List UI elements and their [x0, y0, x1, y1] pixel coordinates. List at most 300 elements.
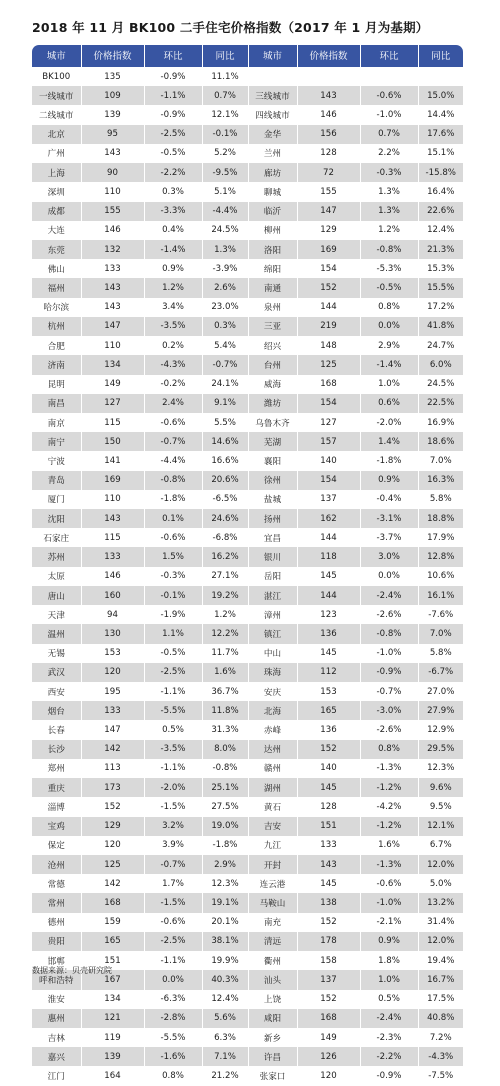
- city-cell: 芜湖: [248, 432, 297, 451]
- index-cell: 162: [297, 509, 360, 528]
- city-cell: 绵阳: [248, 259, 297, 278]
- table-row: [32, 86, 463, 105]
- table-row: [32, 355, 463, 374]
- city-cell: 苏州: [32, 547, 81, 566]
- city-cell: 广州: [32, 144, 81, 163]
- yoy-cell: 16.9%: [418, 413, 463, 432]
- yoy-cell: 27.0%: [418, 682, 463, 701]
- index-cell: 165: [297, 701, 360, 720]
- yoy-cell: 1.2%: [202, 605, 248, 624]
- table-row: [32, 432, 463, 451]
- mom-cell: 1.8%: [360, 951, 418, 970]
- mom-cell: 0.9%: [360, 932, 418, 951]
- yoy-cell: 0.3%: [202, 317, 248, 336]
- index-cell: 159: [81, 913, 144, 932]
- mom-cell: 1.7%: [144, 874, 202, 893]
- index-cell: 154: [297, 259, 360, 278]
- index-cell: 157: [297, 432, 360, 451]
- city-cell: 黄石: [248, 797, 297, 816]
- index-cell: 133: [81, 259, 144, 278]
- mom-cell: -1.1%: [144, 682, 202, 701]
- yoy-cell: 18.6%: [418, 432, 463, 451]
- city-cell: 石家庄: [32, 528, 81, 547]
- city-cell: 临沂: [248, 202, 297, 221]
- mom-cell: 0.0%: [144, 970, 202, 989]
- mom-cell: -1.8%: [144, 490, 202, 509]
- yoy-cell: 25.1%: [202, 778, 248, 797]
- mom-cell: 1.0%: [360, 375, 418, 394]
- mom-cell: 0.8%: [144, 1066, 202, 1085]
- mom-cell: -5.5%: [144, 1028, 202, 1047]
- city-cell: 珠海: [248, 663, 297, 682]
- city-cell: 保定: [32, 836, 81, 855]
- yoy-cell: 12.9%: [418, 720, 463, 739]
- city-cell: 佛山: [32, 259, 81, 278]
- table-row: [32, 221, 463, 240]
- yoy-cell: 21.2%: [202, 1066, 248, 1085]
- table-row: [32, 509, 463, 528]
- mom-cell: -0.5%: [360, 278, 418, 297]
- mom-cell: -3.5%: [144, 317, 202, 336]
- yoy-cell: 12.1%: [202, 105, 248, 124]
- yoy-cell: 20.6%: [202, 471, 248, 490]
- city-cell: 邯郸: [32, 951, 81, 970]
- city-cell: 宜昌: [248, 528, 297, 547]
- mom-cell: -1.4%: [360, 355, 418, 374]
- city-cell: 吉安: [248, 817, 297, 836]
- table-row: [32, 298, 463, 317]
- mom-cell: -0.8%: [360, 240, 418, 259]
- index-cell: 119: [81, 1028, 144, 1047]
- table-row: [32, 586, 463, 605]
- mom-cell: -0.3%: [360, 163, 418, 182]
- index-cell: 145: [297, 567, 360, 586]
- mom-cell: -0.8%: [144, 471, 202, 490]
- price-index-table: [32, 45, 463, 1086]
- city-cell: 岳阳: [248, 567, 297, 586]
- mom-cell: 0.4%: [144, 221, 202, 240]
- yoy-cell: 41.8%: [418, 317, 463, 336]
- mom-cell: -1.0%: [360, 644, 418, 663]
- mom-cell: 0.9%: [360, 471, 418, 490]
- city-cell: 上饶: [248, 990, 297, 1009]
- city-cell: 太原: [32, 567, 81, 586]
- city-cell: 徐州: [248, 471, 297, 490]
- index-cell: 115: [81, 528, 144, 547]
- city-cell: 开封: [248, 855, 297, 874]
- yoy-cell: -7.5%: [418, 1066, 463, 1085]
- index-cell: 145: [297, 644, 360, 663]
- yoy-cell: 7.2%: [418, 1028, 463, 1047]
- yoy-cell: 16.7%: [418, 970, 463, 989]
- yoy-cell: 19.9%: [202, 951, 248, 970]
- index-cell: 125: [81, 855, 144, 874]
- city-cell: 呼和浩特: [32, 970, 81, 989]
- city-cell: 烟台: [32, 701, 81, 720]
- mom-cell: [360, 67, 418, 86]
- city-cell: 东莞: [32, 240, 81, 259]
- yoy-cell: 12.1%: [418, 817, 463, 836]
- index-cell: 95: [81, 125, 144, 144]
- yoy-cell: 15.5%: [418, 278, 463, 297]
- yoy-cell: 11.7%: [202, 644, 248, 663]
- index-cell: 120: [81, 836, 144, 855]
- index-cell: 143: [81, 144, 144, 163]
- mom-cell: 0.2%: [144, 336, 202, 355]
- table-row: [32, 240, 463, 259]
- mom-cell: 0.0%: [360, 317, 418, 336]
- city-cell: 大连: [32, 221, 81, 240]
- yoy-cell: 15.1%: [418, 144, 463, 163]
- city-cell: 济南: [32, 355, 81, 374]
- index-cell: 127: [81, 394, 144, 413]
- mom-cell: 1.3%: [360, 182, 418, 201]
- yoy-cell: 5.2%: [202, 144, 248, 163]
- yoy-cell: 5.4%: [202, 336, 248, 355]
- index-cell: 146: [81, 567, 144, 586]
- mom-cell: -1.2%: [360, 778, 418, 797]
- index-cell: 90: [81, 163, 144, 182]
- table-row: [32, 375, 463, 394]
- yoy-cell: 5.6%: [202, 1009, 248, 1028]
- column-header: 城市: [248, 45, 297, 67]
- table-row: [32, 490, 463, 509]
- index-cell: 164: [81, 1066, 144, 1085]
- yoy-cell: 5.5%: [202, 413, 248, 432]
- page-title: 2018 年 11 月 BK100 二手住宅价格指数（2017 年 1 月为基期）: [32, 20, 429, 35]
- mom-cell: -5.3%: [360, 259, 418, 278]
- city-cell: 洛阳: [248, 240, 297, 259]
- mom-cell: -2.0%: [360, 413, 418, 432]
- yoy-cell: 9.5%: [418, 797, 463, 816]
- city-cell: 长沙: [32, 740, 81, 759]
- city-cell: 吉林: [32, 1028, 81, 1047]
- city-cell: 德州: [32, 913, 81, 932]
- city-cell: 成都: [32, 202, 81, 221]
- table-row: [32, 451, 463, 470]
- city-cell: 厦门: [32, 490, 81, 509]
- yoy-cell: 6.7%: [418, 836, 463, 855]
- index-cell: 219: [297, 317, 360, 336]
- mom-cell: -3.3%: [144, 202, 202, 221]
- city-cell: 无锡: [32, 644, 81, 663]
- index-cell: 120: [81, 663, 144, 682]
- city-cell: 宁波: [32, 451, 81, 470]
- city-cell: 威海: [248, 375, 297, 394]
- index-cell: 125: [297, 355, 360, 374]
- yoy-cell: 36.7%: [202, 682, 248, 701]
- index-cell: 150: [81, 432, 144, 451]
- index-cell: 168: [297, 375, 360, 394]
- yoy-cell: 27.9%: [418, 701, 463, 720]
- mom-cell: -4.4%: [144, 451, 202, 470]
- index-cell: 154: [297, 471, 360, 490]
- yoy-cell: 5.8%: [418, 490, 463, 509]
- mom-cell: -0.1%: [144, 586, 202, 605]
- index-cell: 121: [81, 1009, 144, 1028]
- table-row: [32, 567, 463, 586]
- index-cell: 138: [297, 893, 360, 912]
- mom-cell: 0.5%: [360, 990, 418, 1009]
- table-row: [32, 759, 463, 778]
- yoy-cell: 9.6%: [418, 778, 463, 797]
- mom-cell: -1.0%: [360, 105, 418, 124]
- mom-cell: -1.0%: [360, 893, 418, 912]
- city-cell: 常德: [32, 874, 81, 893]
- table-row: [32, 528, 463, 547]
- yoy-cell: 7.0%: [418, 624, 463, 643]
- mom-cell: -1.3%: [360, 855, 418, 874]
- yoy-cell: 5.8%: [418, 644, 463, 663]
- mom-cell: -0.6%: [144, 913, 202, 932]
- table-row: [32, 336, 463, 355]
- column-header: 价格指数: [297, 45, 360, 67]
- index-cell: 115: [81, 413, 144, 432]
- index-cell: 120: [297, 1066, 360, 1085]
- yoy-cell: 17.2%: [418, 298, 463, 317]
- table-row: [32, 932, 463, 951]
- city-cell: 镇江: [248, 624, 297, 643]
- yoy-cell: -6.5%: [202, 490, 248, 509]
- yoy-cell: -0.8%: [202, 759, 248, 778]
- mom-cell: 0.9%: [144, 259, 202, 278]
- yoy-cell: 21.3%: [418, 240, 463, 259]
- index-cell: 110: [81, 182, 144, 201]
- city-cell: 哈尔滨: [32, 298, 81, 317]
- city-cell: 南充: [248, 913, 297, 932]
- column-header: 同比: [418, 45, 463, 67]
- index-cell: 147: [297, 202, 360, 221]
- index-cell: 142: [81, 874, 144, 893]
- index-cell: 140: [297, 451, 360, 470]
- yoy-cell: 11.8%: [202, 701, 248, 720]
- city-cell: 廊坊: [248, 163, 297, 182]
- table-row: [32, 874, 463, 893]
- mom-cell: -0.7%: [144, 855, 202, 874]
- yoy-cell: 10.6%: [418, 567, 463, 586]
- city-cell: 三亚: [248, 317, 297, 336]
- yoy-cell: 12.2%: [202, 624, 248, 643]
- city-cell: 乌鲁木齐: [248, 413, 297, 432]
- column-header: 价格指数: [81, 45, 144, 67]
- index-cell: 133: [297, 836, 360, 855]
- city-cell: 连云港: [248, 874, 297, 893]
- yoy-cell: -15.8%: [418, 163, 463, 182]
- table-row: [32, 817, 463, 836]
- city-cell: 南宁: [32, 432, 81, 451]
- city-cell: 泉州: [248, 298, 297, 317]
- mom-cell: -0.9%: [144, 67, 202, 86]
- mom-cell: -1.2%: [360, 817, 418, 836]
- yoy-cell: 24.7%: [418, 336, 463, 355]
- yoy-cell: 23.0%: [202, 298, 248, 317]
- mom-cell: -1.3%: [360, 759, 418, 778]
- yoy-cell: 6.3%: [202, 1028, 248, 1047]
- city-cell: 湖州: [248, 778, 297, 797]
- mom-cell: -0.5%: [144, 644, 202, 663]
- index-cell: 152: [81, 797, 144, 816]
- table-row: [32, 1066, 463, 1085]
- yoy-cell: 12.8%: [418, 547, 463, 566]
- index-cell: 127: [297, 413, 360, 432]
- table-row: [32, 394, 463, 413]
- yoy-cell: -9.5%: [202, 163, 248, 182]
- index-cell: 152: [297, 740, 360, 759]
- index-cell: 145: [297, 778, 360, 797]
- index-cell: 165: [81, 932, 144, 951]
- city-cell: 潍坊: [248, 394, 297, 413]
- yoy-cell: 16.3%: [418, 471, 463, 490]
- table-row: [32, 1028, 463, 1047]
- yoy-cell: 17.5%: [418, 990, 463, 1009]
- table-row: [32, 990, 463, 1009]
- yoy-cell: 1.3%: [202, 240, 248, 259]
- city-cell: 襄阳: [248, 451, 297, 470]
- index-cell: 155: [81, 202, 144, 221]
- index-cell: 135: [81, 67, 144, 86]
- column-header: 同比: [202, 45, 248, 67]
- mom-cell: -0.6%: [360, 874, 418, 893]
- yoy-cell: 19.1%: [202, 893, 248, 912]
- yoy-cell: 19.0%: [202, 817, 248, 836]
- index-cell: 147: [81, 720, 144, 739]
- mom-cell: -2.4%: [360, 1009, 418, 1028]
- column-header: 环比: [144, 45, 202, 67]
- table-row: [32, 547, 463, 566]
- index-cell: 144: [297, 586, 360, 605]
- table-row: [32, 893, 463, 912]
- mom-cell: -0.9%: [360, 663, 418, 682]
- city-cell: 淮安: [32, 990, 81, 1009]
- mom-cell: -0.5%: [144, 144, 202, 163]
- city-cell: 西安: [32, 682, 81, 701]
- index-cell: 143: [81, 278, 144, 297]
- mom-cell: 1.4%: [360, 432, 418, 451]
- city-cell: 武汉: [32, 663, 81, 682]
- index-cell: 146: [297, 105, 360, 124]
- mom-cell: 1.2%: [360, 221, 418, 240]
- index-cell: 136: [297, 624, 360, 643]
- mom-cell: -2.8%: [144, 1009, 202, 1028]
- city-cell: 漳州: [248, 605, 297, 624]
- city-cell: 绍兴: [248, 336, 297, 355]
- yoy-cell: 22.6%: [418, 202, 463, 221]
- index-cell: 167: [81, 970, 144, 989]
- table-row: [32, 720, 463, 739]
- mom-cell: -2.5%: [144, 663, 202, 682]
- yoy-cell: -1.8%: [202, 836, 248, 855]
- yoy-cell: 5.1%: [202, 182, 248, 201]
- city-cell: 昆明: [32, 375, 81, 394]
- mom-cell: -0.7%: [360, 682, 418, 701]
- mom-cell: -2.2%: [144, 163, 202, 182]
- city-cell: 贵阳: [32, 932, 81, 951]
- index-cell: 110: [81, 490, 144, 509]
- city-cell: 青岛: [32, 471, 81, 490]
- city-cell: 金华: [248, 125, 297, 144]
- index-cell: 154: [297, 394, 360, 413]
- mom-cell: -2.6%: [360, 720, 418, 739]
- index-cell: 144: [297, 298, 360, 317]
- city-cell: 天津: [32, 605, 81, 624]
- index-cell: 143: [81, 509, 144, 528]
- mom-cell: -1.1%: [144, 951, 202, 970]
- city-cell: 一线城市: [32, 86, 81, 105]
- city-cell: 沧州: [32, 855, 81, 874]
- index-cell: 144: [297, 528, 360, 547]
- city-cell: 惠州: [32, 1009, 81, 1028]
- city-cell: 北海: [248, 701, 297, 720]
- index-cell: 112: [297, 663, 360, 682]
- mom-cell: -2.4%: [360, 586, 418, 605]
- index-cell: 139: [81, 105, 144, 124]
- mom-cell: -6.3%: [144, 990, 202, 1009]
- table-row: [32, 663, 463, 682]
- city-cell: 淄博: [32, 797, 81, 816]
- mom-cell: 3.2%: [144, 817, 202, 836]
- index-cell: 168: [297, 1009, 360, 1028]
- mom-cell: -1.6%: [144, 1047, 202, 1066]
- mom-cell: -0.9%: [144, 105, 202, 124]
- table-row: [32, 105, 463, 124]
- yoy-cell: 7.1%: [202, 1047, 248, 1066]
- mom-cell: -0.2%: [144, 375, 202, 394]
- mom-cell: -0.6%: [360, 86, 418, 105]
- yoy-cell: 24.5%: [202, 221, 248, 240]
- mom-cell: 0.8%: [360, 740, 418, 759]
- index-cell: 118: [297, 547, 360, 566]
- mom-cell: -1.9%: [144, 605, 202, 624]
- mom-cell: 1.1%: [144, 624, 202, 643]
- mom-cell: 1.0%: [360, 970, 418, 989]
- table-row: [32, 682, 463, 701]
- city-cell: 扬州: [248, 509, 297, 528]
- city-cell: 兰州: [248, 144, 297, 163]
- index-cell: 169: [81, 471, 144, 490]
- yoy-cell: -0.1%: [202, 125, 248, 144]
- mom-cell: -1.4%: [144, 240, 202, 259]
- index-cell: 146: [81, 221, 144, 240]
- yoy-cell: 13.2%: [418, 893, 463, 912]
- city-cell: 沈阳: [32, 509, 81, 528]
- table-row: [32, 797, 463, 816]
- table-row: [32, 605, 463, 624]
- yoy-cell: 16.4%: [418, 182, 463, 201]
- yoy-cell: 22.5%: [418, 394, 463, 413]
- yoy-cell: 19.4%: [418, 951, 463, 970]
- yoy-cell: 15.0%: [418, 86, 463, 105]
- table-row: [32, 471, 463, 490]
- index-cell: 149: [297, 1028, 360, 1047]
- city-cell: 上海: [32, 163, 81, 182]
- mom-cell: 0.7%: [360, 125, 418, 144]
- index-cell: 132: [81, 240, 144, 259]
- index-cell: 123: [297, 605, 360, 624]
- yoy-cell: -4.4%: [202, 202, 248, 221]
- yoy-cell: 31.3%: [202, 720, 248, 739]
- mom-cell: 0.5%: [144, 720, 202, 739]
- index-cell: 134: [81, 355, 144, 374]
- yoy-cell: 12.0%: [418, 855, 463, 874]
- column-header: 环比: [360, 45, 418, 67]
- table-row: [32, 278, 463, 297]
- index-cell: 152: [297, 990, 360, 1009]
- table-row: [32, 644, 463, 663]
- yoy-cell: 5.0%: [418, 874, 463, 893]
- mom-cell: -3.0%: [360, 701, 418, 720]
- yoy-cell: 17.9%: [418, 528, 463, 547]
- index-cell: 109: [81, 86, 144, 105]
